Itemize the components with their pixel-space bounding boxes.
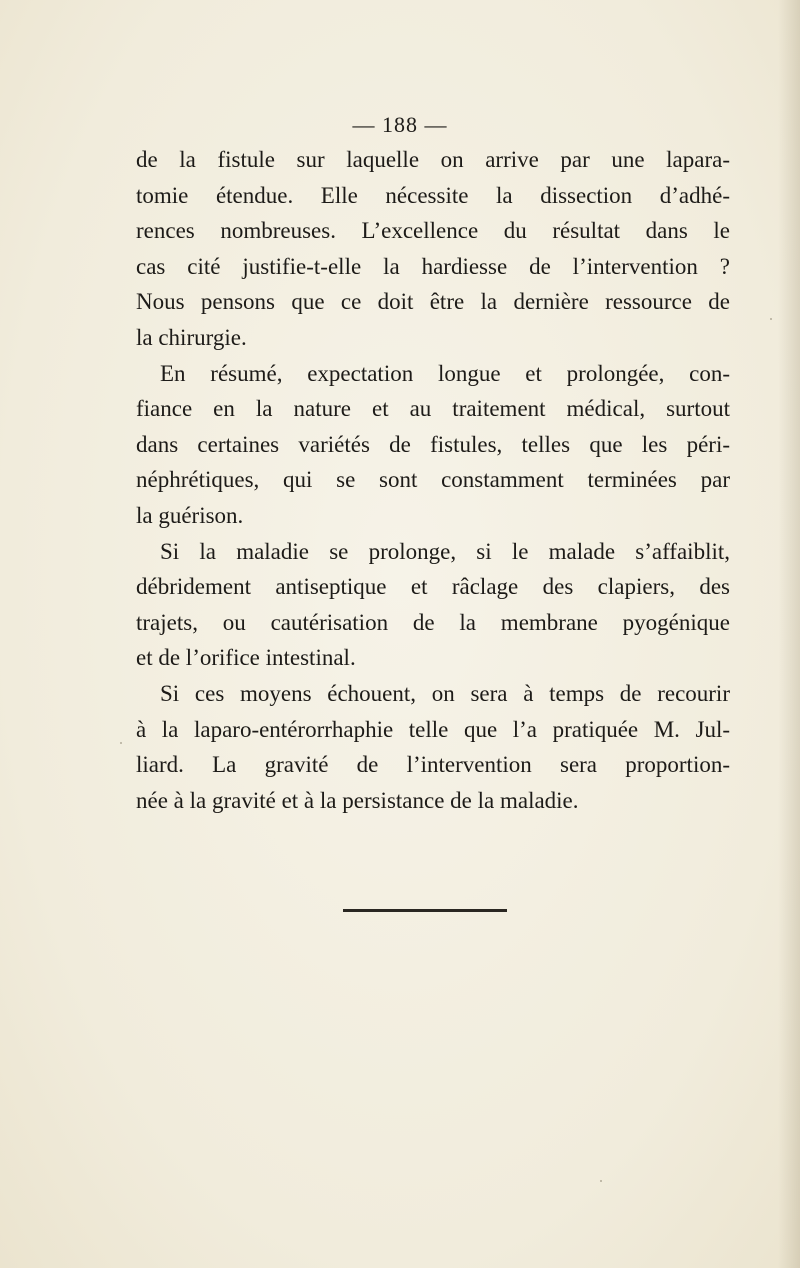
text-line: fiance en la nature et au traitement médical, surtout: [136, 396, 730, 422]
section-end-rule: [343, 909, 507, 912]
text-line: néphrétiques, qui se sont constamment terminées par: [136, 467, 730, 493]
page-number: — 188 —: [352, 112, 448, 137]
text-line: trajets, ou cautérisation de la membrane pyogénique: [136, 609, 730, 635]
text-line: cas cité justifie-t-elle la hardiesse de l’intervention ?: [136, 253, 730, 279]
paragraph-1: [136, 142, 730, 356]
paragraph-2: [136, 356, 730, 534]
text-line: à la laparo-entérorrhaphie telle que l’a pratiquée M. Jul-: [136, 716, 730, 742]
text-line: la chirurgie.: [136, 324, 247, 350]
text-line: débridement antiseptique et râclage des clapiers, des: [136, 574, 730, 600]
text-line: de la fistule sur laquelle on arrive par une lapara-: [136, 147, 730, 172]
body-text: [136, 142, 730, 818]
paper-speck: [770, 318, 772, 320]
text-line: rences nombreuses. L’excellence du résultat dans le: [136, 218, 730, 244]
text-line: la guérison.: [136, 502, 244, 528]
text-line: née à la gravité et à la persistance de la maladie.: [136, 787, 579, 813]
text-line: et de l’orifice intestinal.: [136, 645, 356, 671]
text-line: liard. La gravité de l’intervention sera proportion-: [136, 752, 730, 778]
paragraph-4: [136, 676, 730, 818]
text-line: Nous pensons que ce doit être la dernière ressource de: [136, 289, 730, 315]
text-line: Si la maladie se prolonge, si le malade s’affaiblit,: [160, 538, 730, 564]
text-line: tomie étendue. Elle nécessite la dissection d’adhé-: [136, 182, 730, 208]
paragraph-3: [136, 534, 730, 676]
text-line: Si ces moyens échouent, on sera à temps de recourir: [160, 680, 730, 706]
text-line: dans certaines variétés de fistules, telles que les péri-: [136, 431, 730, 457]
paper-speck: [120, 742, 122, 744]
paper-speck: [600, 1180, 602, 1182]
text-line: En résumé, expectation longue et prolongée, con-: [160, 360, 730, 386]
page-edge-shadow: [778, 0, 800, 1268]
